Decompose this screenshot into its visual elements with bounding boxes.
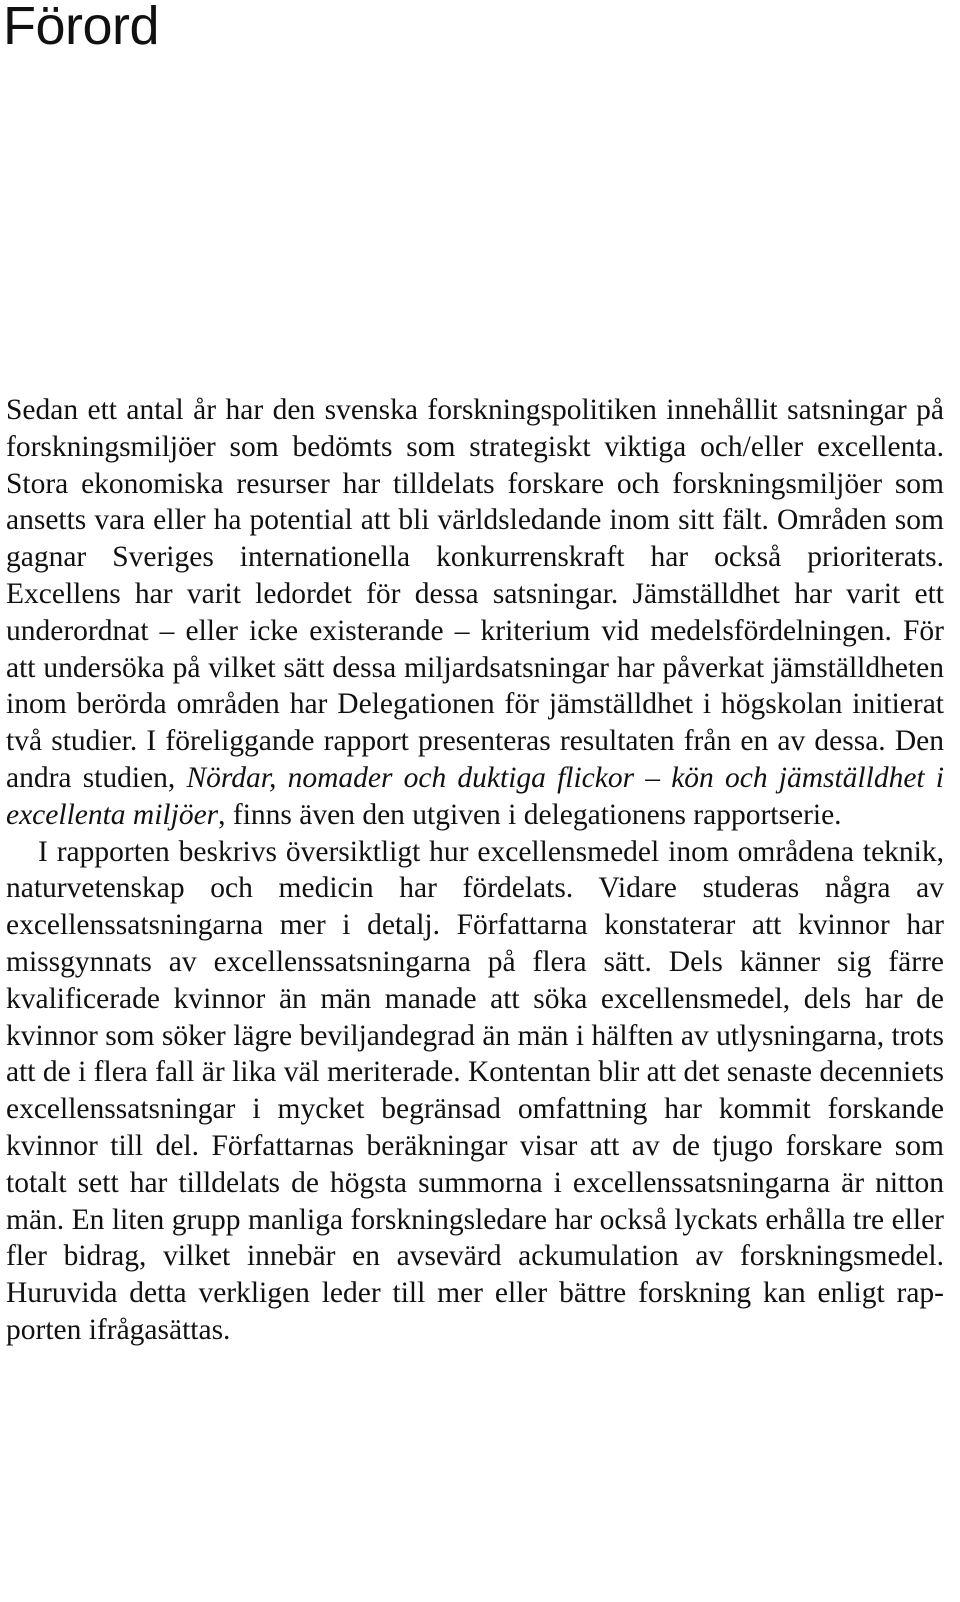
- paragraph-2: I rapporten beskrivs översiktligt hur excellensmedel inom områdena teknik, naturvetenskap och medicin har fördelats. Vidare studeras några av excellenssatsningarna mer i detalj. Författarna konstaterar att kvinnor har missgynnats av excellenssatsningarna på flera sätt. Dels känner sig färre kvalificerade kvinnor än män manade att söka excellensmedel, dels har de kvinnor som söker lägre beviljandegrad än män i hälften av utlysningarna, trots att de i flera fall är lika väl meriterade. Kontentan blir att det senaste decenniets excellenssatsningar i mycket begränsad omfattning har kommit forskande kvinnor till del. Författarnas beräkningar visar att av de tjugo forskare som totalt sett har tilldelats de högsta summorna i excellenssatsningarna är nitton män. En liten grupp manliga forskningsledare har också lyckats erhålla tre eller fler bidrag, vilket innebär en avsevärd ackumulation av forskningsmedel. Huruvida detta verkligen leder till mer eller bättre forskning kan enligt rapporten ifrågasättas.: [6, 835, 944, 1346]
- body-text: [6, 392, 944, 1349]
- page-title: Förord: [3, 0, 160, 56]
- paragraph-1-text: Sedan ett antal år har den svenska forskningspolitiken innehållit satsningar på forskningsmiljöer som bedömts som strategiskt viktiga och/eller excellenta. Stora ekonomiska resurser har tilldelats forskare och forskningsmiljöer som ansetts vara eller ha potential att bli världsledande inom sitt fält. Områden som gagnar Sveriges internationella konkurrenskraft har också prioriterats. Excellens har varit ledordet för dessa satsningar. Jämställdhet har varit ett underordnat – eller icke existerande – kriterium vid medelsfördelningen. För att undersöka på vilket sätt dessa miljardsatsningar har påverkat jämställdheten inom berörda områden har Delegationen för jämställdhet i högskolan initierat två studier. I föreliggande rapport presenteras resultaten från en av dessa. Den andra studien,: [6, 394, 944, 794]
- paragraph-1-text-end: , finns även den utgiven i delegationens rapportserie.: [218, 798, 842, 831]
- paragraph-1: [6, 392, 944, 834]
- paragraph-1-italic-title: Nördar, nomader och duktiga flickor – kön och jämställdhet i excellenta miljöer: [6, 761, 944, 831]
